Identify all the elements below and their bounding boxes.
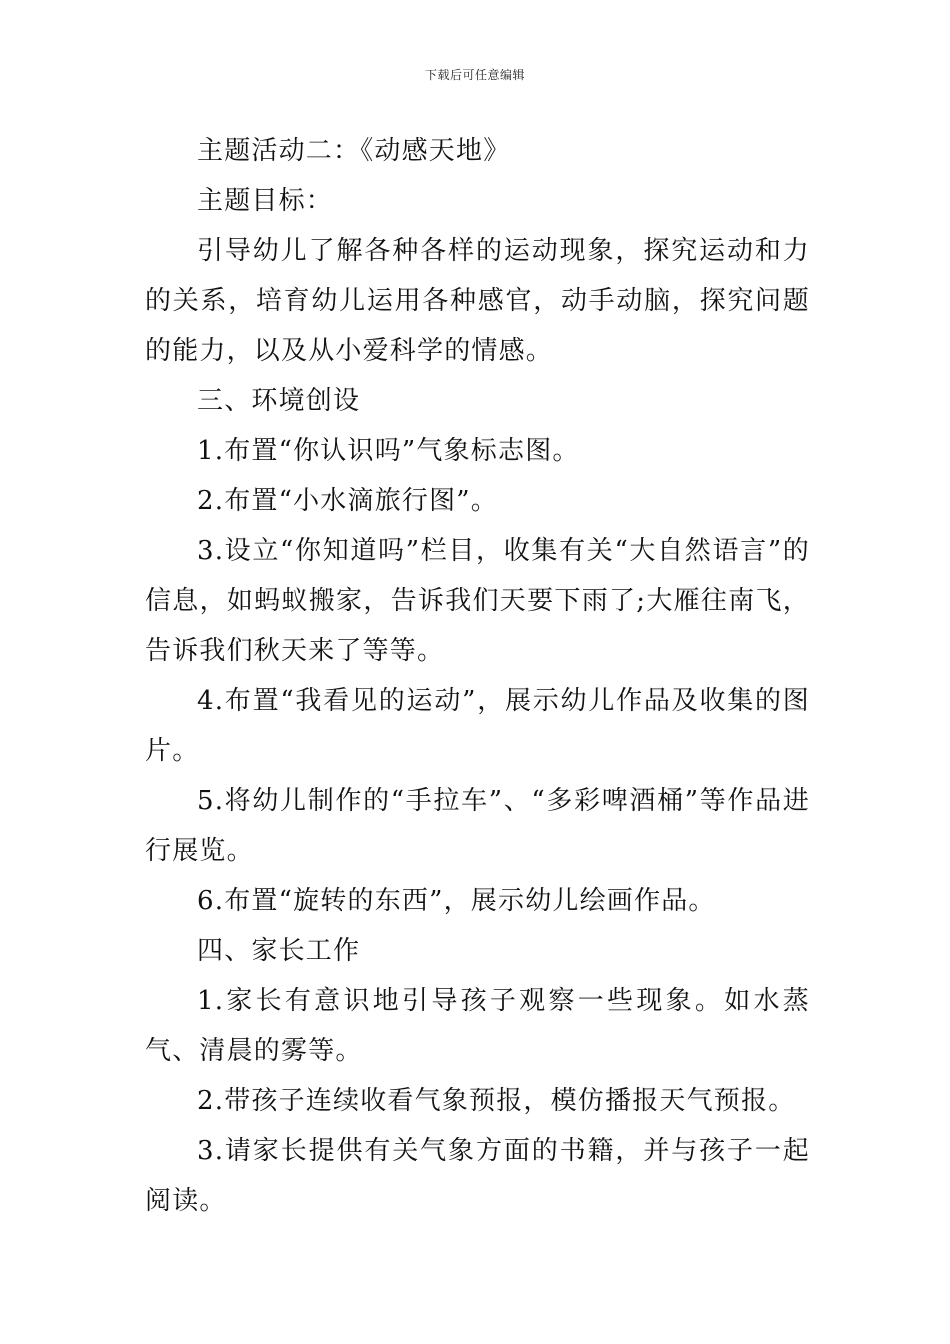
environment-item-5: 5.将幼儿制作的“手拉车”、“多彩啤酒桶”等作品进行展览。: [145, 786, 810, 866]
parent-work-heading: 四、家长工作: [197, 936, 361, 966]
environment-item-6: 6.布置“旋转的东西”，展示幼儿绘画作品。: [197, 886, 716, 916]
header-note: 下载后可任意编辑: [424, 68, 525, 82]
document-body: [145, 126, 810, 1226]
environment-item-2: 2.布置“小水滴旅行图”。: [197, 486, 498, 516]
goal-text: 引导幼儿了解各种各样的运动现象，探究运动和力的关系，培育幼儿运用各种感官，动手动脑，探究问题的能力，以及从小爱科学的情感。: [145, 236, 810, 366]
parent-work-item-3: 3.请家长提供有关气象方面的书籍，并与孩子一起阅读。: [145, 1136, 810, 1216]
environment-item-1: 1.布置“你认识吗”气象标志图。: [197, 436, 580, 466]
environment-item-4: 4.布置“我看见的运动”，展示幼儿作品及收集的图片。: [145, 686, 810, 766]
parent-work-item-1: 1.家长有意识地引导孩子观察一些现象。如水蒸气、清晨的雾等。: [145, 986, 810, 1066]
goal-heading: 主题目标：: [197, 186, 334, 216]
section-title: 主题活动二：《动感天地》: [197, 136, 511, 166]
environment-item-3: 3.设立“你知道吗”栏目，收集有关“大自然语言”的信息，如蚂蚁搬家，告诉我们天要下雨了;大雁往南飞，告诉我们秋天来了等等。: [145, 536, 810, 666]
environment-heading: 三、环境创设: [197, 386, 361, 416]
parent-work-item-2: 2.带孩子连续收看气象预报，模仿播报天气预报。: [197, 1086, 796, 1116]
